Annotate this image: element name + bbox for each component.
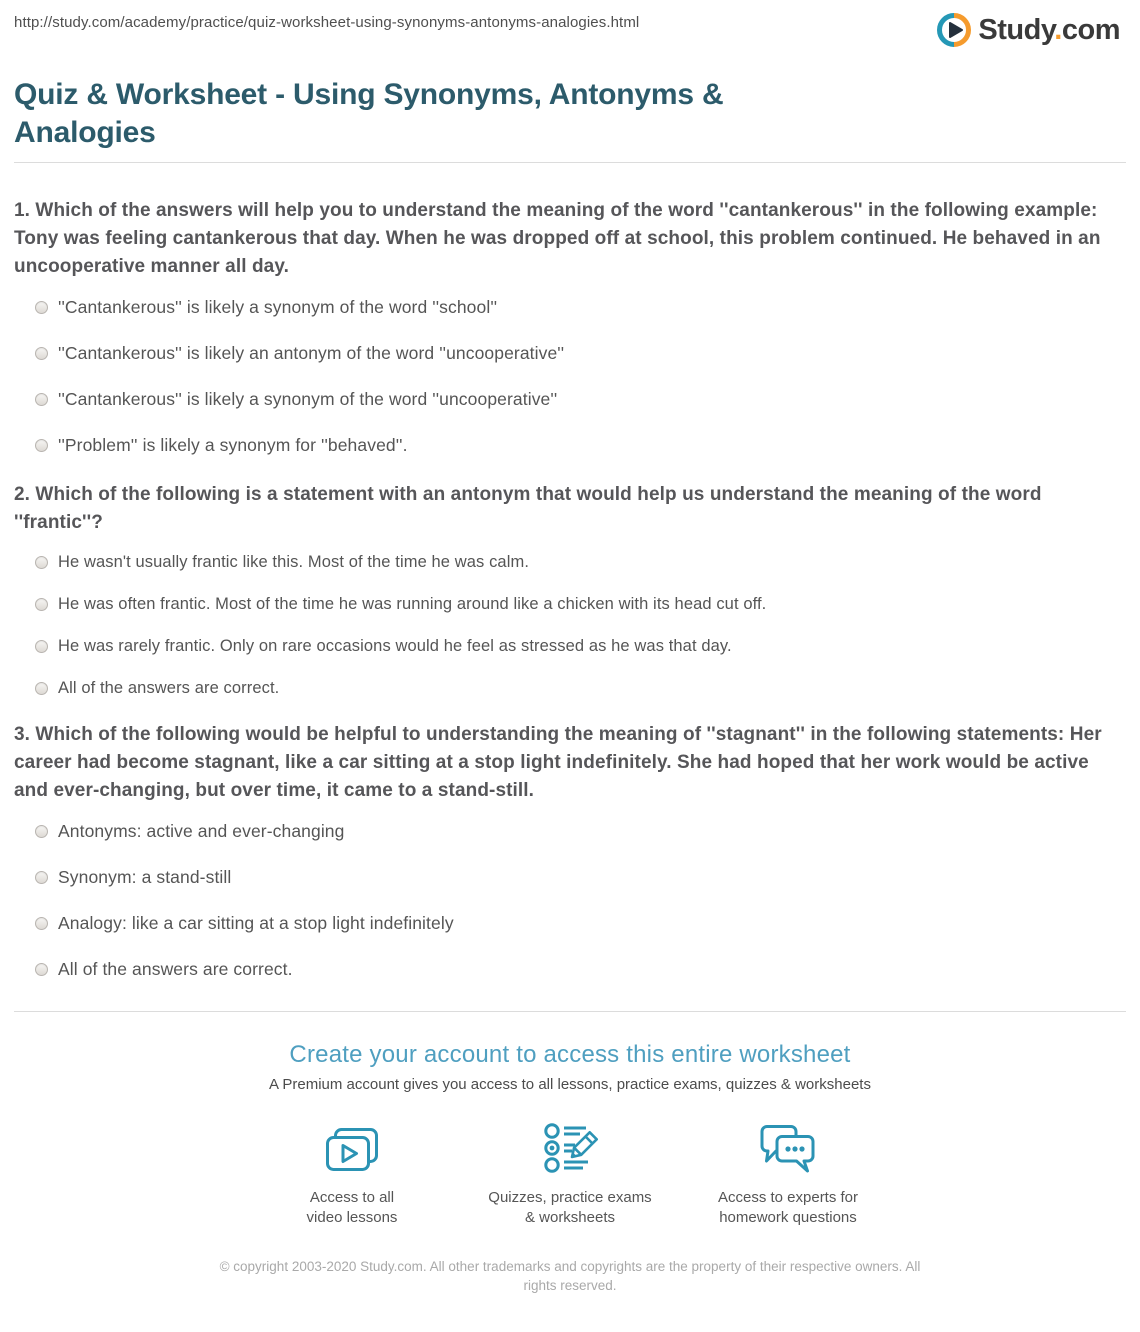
quizzes-worksheets-icon (539, 1120, 601, 1178)
copyright-notice: © copyright 2003-2020 Study.com. All other trademarks and copyrights are the property of their respective owners. All rights reserved. (219, 1259, 921, 1293)
cta-subtitle: A Premium account gives you access to all lessons, practice exams, quizzes & worksheets (269, 1076, 871, 1093)
radio-button[interactable] (35, 871, 48, 884)
studycom-logo[interactable] (936, 12, 1120, 48)
radio-button[interactable] (35, 825, 48, 838)
question-text: 1. Which of the answers will help you to understand the meaning of the word ''cantankerous'' in the following example: Tony was feeling cantankerous that day. When he was dropped off at school, this problem continued. He behaved in an uncooperative manner all day. (14, 200, 1101, 277)
answer-option[interactable]: He wasn't usually frantic like this. Most of the time he was calm. (14, 553, 1126, 572)
question-2 (14, 481, 1126, 698)
answer-option[interactable]: ''Problem'' is likely a synonym for ''behaved''. (14, 435, 1126, 455)
feature-quizzes (461, 1120, 679, 1228)
signup-cta (14, 1041, 1126, 1295)
radio-button[interactable] (35, 439, 48, 452)
radio-button[interactable] (35, 556, 48, 569)
divider (14, 162, 1126, 163)
logo-wordmark: Study.com (978, 13, 1120, 46)
page-title: Quiz & Worksheet - Using Synonyms, Antonyms & Analogies (14, 78, 724, 149)
video-lessons-icon (322, 1120, 382, 1178)
question-3 (14, 721, 1126, 979)
radio-button[interactable] (35, 598, 48, 611)
feature-video-lessons (243, 1120, 461, 1228)
question-2-options (14, 553, 1126, 698)
answer-option[interactable]: ''Cantankerous'' is likely a synonym of the word ''uncooperative'' (14, 389, 1126, 409)
feature-label: Quizzes, practice exams & worksheets (488, 1189, 652, 1226)
question-text: 3. Which of the following would be helpful to understanding the meaning of ''stagnant'' in the following statements: Her career had become stagnant, like a car sitting at a stop light indefinitely. She had hoped that her work would be active and ever-changing, but over time, it came to a stand-still. (14, 724, 1102, 801)
feature-label: Access to experts for homework questions (717, 1189, 859, 1226)
answer-option[interactable]: Antonyms: active and ever-changing (14, 821, 1126, 841)
cta-title[interactable]: Create your account to access this entire worksheet (289, 1041, 851, 1068)
feature-label: Access to all video lessons (306, 1189, 398, 1226)
question-text: 2. Which of the following is a statement with an antonym that would help us understand the meaning of the word ''frantic''? (14, 484, 1042, 533)
radio-button[interactable] (35, 917, 48, 930)
answer-option[interactable]: He was rarely frantic. Only on rare occasions would he feel as stressed as he was that day. (14, 637, 1126, 656)
radio-button[interactable] (35, 640, 48, 653)
experts-chat-icon (756, 1120, 820, 1178)
feature-list (14, 1120, 1126, 1228)
answer-option[interactable]: All of the answers are correct. (14, 679, 1126, 698)
page-header (14, 0, 1126, 50)
radio-button[interactable] (35, 347, 48, 360)
play-circle-icon (936, 12, 972, 48)
radio-button[interactable] (35, 963, 48, 976)
answer-option[interactable]: Analogy: like a car sitting at a stop light indefinitely (14, 913, 1126, 933)
answer-option[interactable]: He was often frantic. Most of the time he was running around like a chicken with its head cut off. (14, 595, 1126, 614)
divider (14, 1011, 1126, 1012)
radio-button[interactable] (35, 301, 48, 314)
radio-button[interactable] (35, 682, 48, 695)
question-1 (14, 197, 1126, 455)
answer-option[interactable]: ''Cantankerous'' is likely a synonym of the word ''school'' (14, 297, 1126, 317)
answer-option[interactable]: ''Cantankerous'' is likely an antonym of the word ''uncooperative'' (14, 343, 1126, 363)
radio-button[interactable] (35, 393, 48, 406)
feature-experts (679, 1120, 897, 1228)
answer-option[interactable]: Synonym: a stand-still (14, 867, 1126, 887)
question-1-options (14, 297, 1126, 455)
page-url: http://study.com/academy/practice/quiz-worksheet-using-synonyms-antonyms-analogies.html (14, 14, 640, 31)
question-3-options (14, 821, 1126, 979)
answer-option[interactable]: All of the answers are correct. (14, 959, 1126, 979)
